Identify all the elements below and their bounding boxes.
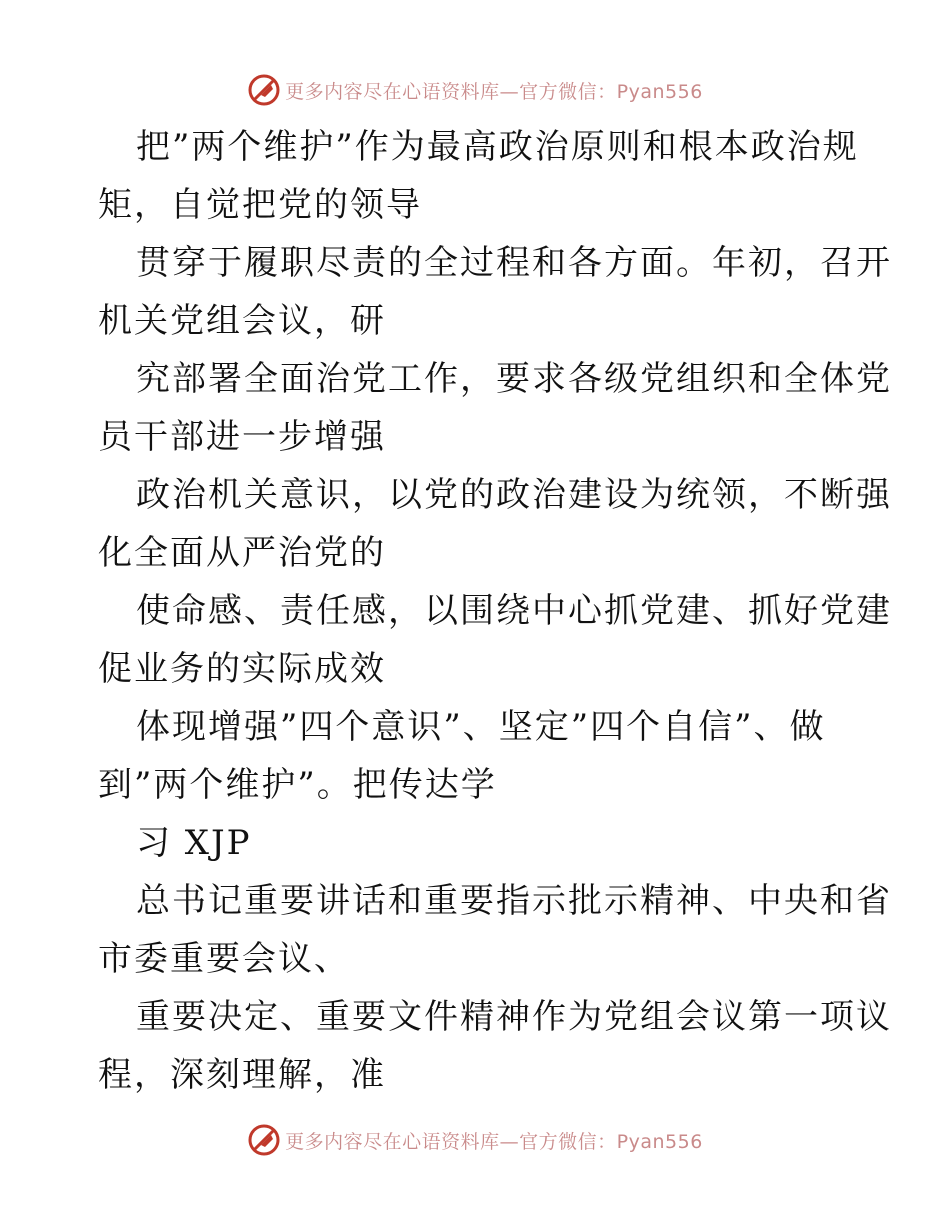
text-line: 员干部进一步增强 <box>98 417 386 457</box>
logo-icon <box>247 73 281 107</box>
text-line: 政治机关意识，以党的政治建设为统领，不断强 <box>136 475 892 515</box>
footer-banner-account: Pyan556 <box>616 1130 703 1153</box>
text-line: 把”两个维护”作为最高政治原则和根本政治规 <box>136 127 859 167</box>
text-line: 体现增强”四个意识”、坚定”四个自信”、做 <box>136 707 826 747</box>
header-banner-account: Pyan556 <box>616 80 703 103</box>
text-line: 贯穿于履职尽责的全过程和各方面。年初，召开 <box>136 243 892 283</box>
document-body <box>0 118 950 1108</box>
header-banner <box>0 70 950 110</box>
footer-banner-text: 更多内容尽在心语资料库—官方微信：Pyan556 <box>285 1130 703 1153</box>
text-line: 促业务的实际成效 <box>98 649 386 689</box>
text-line: 使命感、责任感，以围绕中心抓党建、抓好党建 <box>136 591 892 631</box>
logo-icon <box>247 1123 281 1157</box>
header-banner-text: 更多内容尽在心语资料库—官方微信：Pyan556 <box>285 80 703 103</box>
text-line: 市委重要会议、 <box>98 939 350 979</box>
text-line: 机关党组会议，研 <box>98 301 386 341</box>
text-line: 矩，自觉把党的领导 <box>98 185 422 225</box>
text-line: 化全面从严治党的 <box>98 533 386 573</box>
text-line: 到”两个维护”。把传达学 <box>98 765 497 805</box>
text-line: 总书记重要讲话和重要指示批示精神、中央和省 <box>136 881 892 921</box>
text-line: 究部署全面治党工作，要求各级党组织和全体党 <box>136 359 892 399</box>
text-line: 习 XJP <box>136 823 252 863</box>
text-line: 重要决定、重要文件精神作为党组会议第一项议 <box>136 997 892 1037</box>
text-line: 程，深刻理解，准 <box>98 1055 386 1095</box>
footer-banner <box>0 1120 950 1160</box>
